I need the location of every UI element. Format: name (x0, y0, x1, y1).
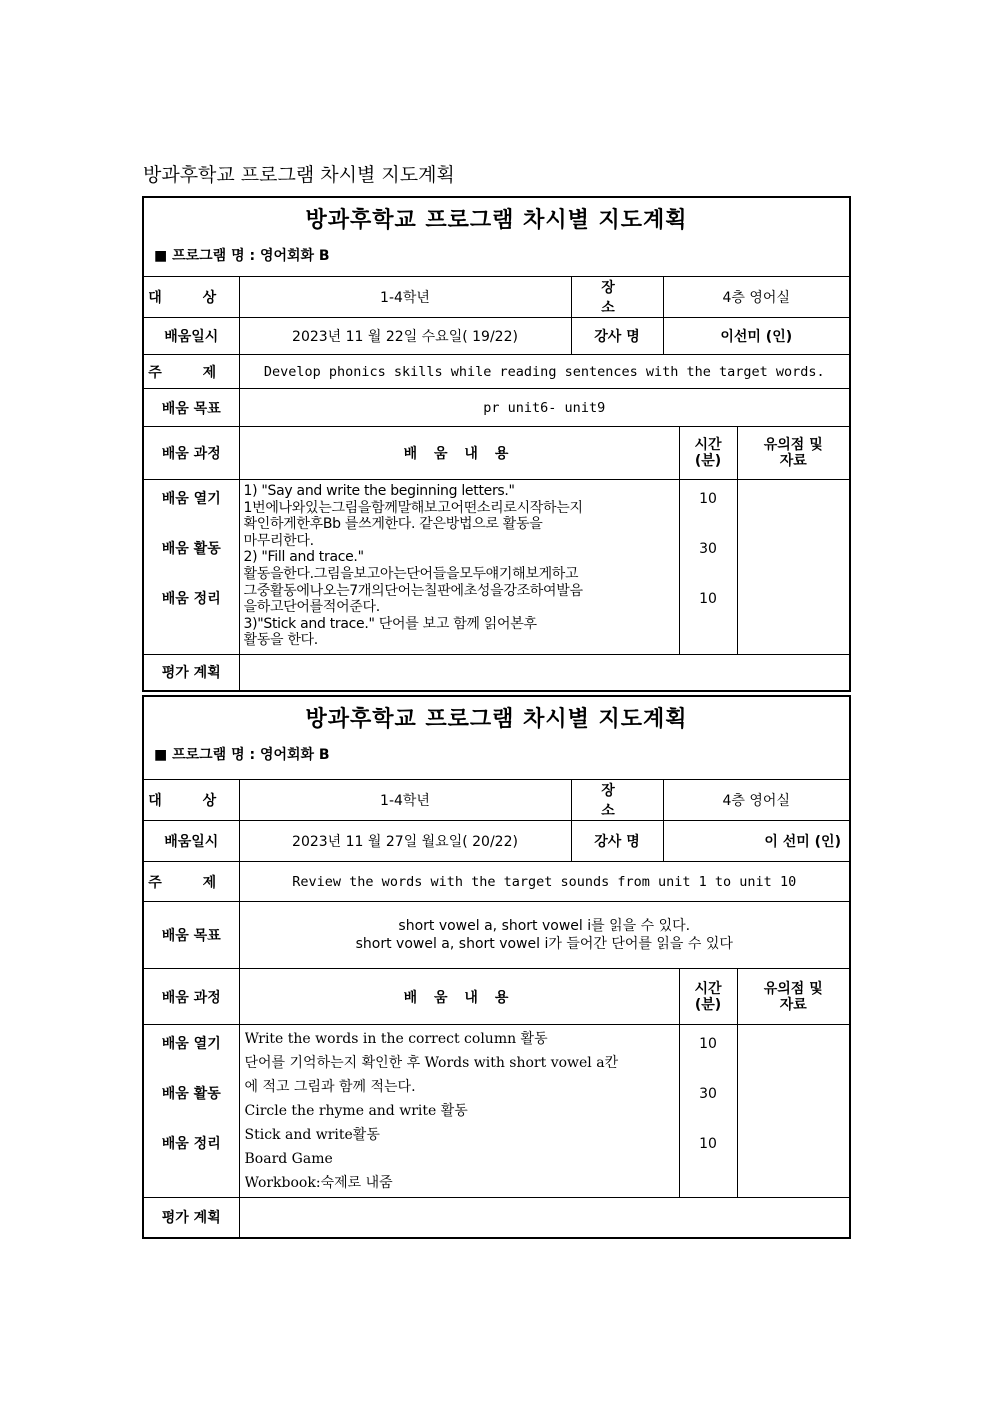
goal-label: 배움 목표 (144, 389, 239, 427)
subject-value: Review the words with the target sounds from unit 1 to unit 10 (239, 862, 849, 902)
stage-activity: 배움 활동 (161, 1086, 221, 1102)
target-label: 대 상 (144, 277, 239, 318)
content-line: Workbook:숙제로 내줌 (244, 1175, 393, 1191)
place-label: 장 소 (571, 277, 663, 318)
time-open: 10 (699, 491, 717, 507)
place-value: 4층 영어실 (663, 780, 849, 821)
content-line: 활동을 한다. (243, 632, 318, 649)
content-header: 배 움 내 용 (239, 427, 679, 480)
evaluation-label: 평가 계획 (144, 1198, 239, 1237)
plan-title: 방과후학교 프로그램 차시별 지도계획 (305, 208, 688, 233)
content-line: 3)"Stick and trace." 단어를 보고 함께 읽어본후 (243, 615, 537, 632)
content-line: Stick and write활동 (244, 1127, 380, 1143)
notes-header-line2: 자료 (779, 453, 807, 469)
notes-header-line1: 유의점 및 (763, 980, 823, 997)
content-line: Circle the rhyme and write 활동 (244, 1103, 468, 1119)
time-activity: 30 (699, 1086, 717, 1102)
process-label: 배움 과정 (144, 969, 239, 1025)
lesson-content (239, 480, 679, 655)
teacher-value: 이선미 (인) (663, 318, 849, 355)
content-line: Write the words in the correct column 활동 (244, 1031, 548, 1047)
notes-header-line1: 유의점 및 (763, 437, 823, 453)
plan-table (144, 276, 849, 690)
notes-value (737, 480, 849, 655)
content-line: 마무리한다. (243, 532, 314, 549)
content-line: 1번에나와있는그림을함께말해보고어떤소리로시작하는지 (243, 499, 583, 516)
time-values (679, 1025, 737, 1198)
notes-header (737, 427, 849, 480)
lesson-plan-1 (142, 196, 851, 692)
teacher-value: 이 선미 (인) (663, 821, 849, 862)
content-line: Board Game (244, 1151, 333, 1167)
evaluation-value (239, 1198, 849, 1237)
time-header (679, 969, 737, 1025)
content-line: 그중활동에나오는7개의단어는칠판에초성을강조하여발음 (243, 582, 583, 599)
content-line: 을하고단어를적어준다. (243, 599, 380, 616)
teacher-label: 강사 명 (571, 318, 663, 355)
content-line: 단어를 기억하는지 확인한 후 Words with short vowel a칸 (244, 1055, 619, 1071)
goal-value (239, 902, 849, 969)
notes-header (737, 969, 849, 1025)
content-line: 2) "Fill and trace." (243, 549, 364, 566)
target-label: 대 상 (144, 780, 239, 821)
target-value: 1-4학년 (239, 780, 571, 821)
notes-header-line2: 자료 (779, 996, 807, 1013)
goal-line: short vowel a, short vowel i가 들어간 단어를 읽을 수 있다 (355, 936, 733, 952)
time-close: 10 (699, 591, 717, 607)
lesson-content (239, 1025, 679, 1198)
process-label: 배움 과정 (144, 427, 239, 480)
subject-label: 주 제 (144, 862, 239, 902)
stage-labels (144, 480, 239, 655)
goal-value: pr unit6- unit9 (239, 389, 849, 427)
time-header-line1: 시간 (694, 980, 722, 997)
stage-close: 배움 정리 (161, 591, 221, 607)
stage-open: 배움 열기 (161, 1036, 221, 1052)
goal-line: short vowel a, short vowel i를 읽을 수 있다. (398, 918, 691, 934)
time-close: 10 (699, 1136, 717, 1152)
time-open: 10 (699, 1036, 717, 1052)
time-values (679, 480, 737, 655)
date-label: 배움일시 (144, 821, 239, 862)
content-header: 배 움 내 용 (239, 969, 679, 1025)
date-label: 배움일시 (144, 318, 239, 355)
teacher-label: 강사 명 (571, 821, 663, 862)
goal-label: 배움 목표 (144, 902, 239, 969)
content-line: 확인하게한후Bb 를쓰게한다. 같은방법으로 활동을 (243, 516, 543, 533)
stage-close: 배움 정리 (161, 1136, 221, 1152)
program-name: ■ 프로그램 명 : 영어회화 B (154, 747, 330, 763)
time-header-line2: (분) (694, 453, 722, 469)
evaluation-value (239, 655, 849, 690)
subject-value: Develop phonics skills while reading sentences with the target words. (239, 355, 849, 389)
stage-open: 배움 열기 (161, 491, 221, 507)
date-value: 2023년 11 월 22일 수요일( 19/22) (239, 318, 571, 355)
time-header-line2: (분) (694, 996, 722, 1013)
document-heading: 방과후학교 프로그램 차시별 지도계획 (143, 164, 455, 186)
stage-labels (144, 1025, 239, 1198)
target-value: 1-4학년 (239, 277, 571, 318)
time-activity: 30 (699, 541, 717, 557)
content-line: 에 적고 그림과 함께 적는다. (244, 1079, 416, 1095)
time-header (679, 427, 737, 480)
plan-table (144, 779, 849, 1237)
notes-value (737, 1025, 849, 1198)
content-line: 1) "Say and write the beginning letters." (243, 483, 515, 499)
date-value: 2023년 11 월 27일 월요일( 20/22) (239, 821, 571, 862)
program-name: ■ 프로그램 명 : 영어회화 B (154, 248, 330, 264)
evaluation-label: 평가 계획 (144, 655, 239, 690)
stage-activity: 배움 활동 (161, 541, 221, 557)
subject-label: 주 제 (144, 355, 239, 389)
content-line: 활동을한다.그림을보고아는단어들을모두얘기해보게하고 (243, 565, 579, 582)
lesson-plan-2 (142, 695, 851, 1239)
place-value: 4층 영어실 (663, 277, 849, 318)
plan-title: 방과후학교 프로그램 차시별 지도계획 (305, 707, 688, 732)
time-header-line1: 시간 (694, 437, 722, 453)
place-label: 장 소 (571, 780, 663, 821)
